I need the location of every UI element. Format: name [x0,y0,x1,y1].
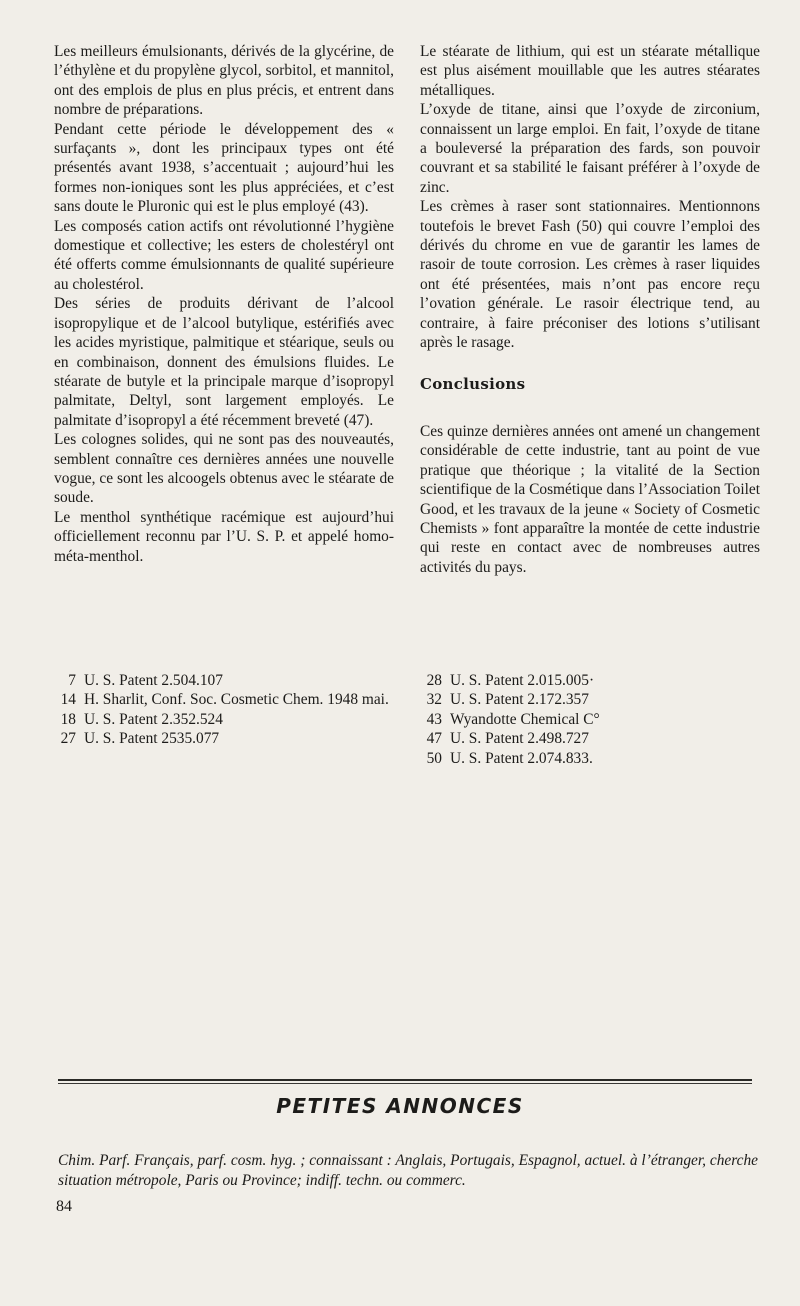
reference-item [54,671,394,690]
annonce-text: Chim. Parf. Français, parf. cosm. hyg. ; connaissant : Anglais, Portugais, Espagnol, actuel. à l’étranger, cherche situation métropole, Paris ou Province; indiff. techn. ou commerc. [58,1152,758,1189]
reference-item [420,690,760,709]
paragraph: Des séries de produits dérivant de l’alcool isopropylique et de l’alcool butylique, estérifiés avec les acides myristique, palmitique et stéarique, seuls ou en combinaison, donnent des émulsions fluides. Le stéarate de butyle et la principale marque d’isopropyl palmitate, Deltyl, sont largement employés. Le palmitate d’isopropyl a été récemment breveté (47). [54,295,394,429]
reference-text: H. Sharlit, Conf. Soc. Cosmetic Chem. 1948 mai. [84,691,389,709]
reference-text: U. S. Patent 2.074.833. [450,749,593,767]
reference-number: 28 [426,672,442,689]
paragraph: Pendant cette période le développement des « surfaçants », dont les principaux types ont été présentés avant 1938, s’accentuait ; aujourd’hui les formes non-ioniques sont les plus appréciées, et c’est sans doute le Pluronic qui est le plus employé (43). [54,120,394,216]
reference-item [420,671,760,690]
right-column [420,42,760,577]
reference-text: U. S. Patent 2.172.357 [450,691,589,709]
paragraph: Les crèmes à raser sont stationnaires. Mentionnons toutefois le brevet Fash (50) qui couvre l’emploi des dérivés du chrome en vue de garantir les lames de rasoir de toute corrosion. Les crèmes à raser liquides ont été présentées, mais n’ont pas encore reçu l’ovation générale. Le rasoir électrique tend, au contraire, à faire préconiser des lotions s’utilisant après le rasage. [420,198,760,352]
divider-rule [58,1079,752,1081]
paragraph: Les composés cation actifs ont révolutionné l’hygiène domestique et collective; les esters de cholestéryl ont été offerts comme émulsionnants de qualité supérieure au cholestérol. [54,217,394,293]
reference-number: 14 [60,691,76,709]
divider-rule [58,1083,752,1084]
reference-text: U. S. Patent 2.015.005· [450,672,595,689]
reference-text: U. S. Patent 2.504.107 [84,672,223,689]
paragraph: L’oxyde de titane, ainsi que l’oxyde de zirconium, connaissent un large emploi. En fait, l’oxyde de titane a bouleversé la préparation des fards, son pouvoir couvrant et sa stabilité le faisant préférer à l’oxyde de zinc. [420,101,760,196]
paragraph: Les colognes solides, qui ne sont pas des nouveautés, semblent connaître ces dernières années une nouvelle vogue, ce sont les alcoogels obtenus avec le stéarate de soude. [54,431,394,507]
reference-item [420,749,760,768]
reference-number: 18 [60,710,76,728]
reference-item [420,710,760,729]
reference-number: 43 [426,710,442,728]
reference-item [420,729,760,748]
reference-item [54,710,394,729]
reference-item [54,729,394,748]
reference-number: 32 [426,691,442,709]
conclusion-paragraph: Ces quinze dernières années ont amené un changement considérable de cette industrie, tant au point de vue pratique que théorique ; la vitalité de la Section scientifique de la Cosmétique dans l’Association Toilet Good, et les travaux de la jeune « Society of Cosmetic Chemists » font apparaître la montée de cette industrie qui reste en contact avec de nombreuses autres activités du pays. [420,422,760,576]
paragraph: Le menthol synthétique racémique est aujourd’hui officiellement reconnu par l’U. S. P. et appelé homo-méta-menthol. [54,508,394,565]
reference-number: 50 [426,749,442,767]
paragraph: Les meilleurs émulsionants, dérivés de la glycérine, de l’éthylène et du propylène glycol, sorbitol, et mannitol, ont des emplois de plus en plus précis, et entrent dans nombre de préparations. [54,43,394,119]
reference-number: 7 [68,672,76,689]
paragraph: Le stéarate de lithium, qui est un stéarate métallique est plus aisément mouillable que les autres stéarates métalliques. [420,43,760,99]
reference-number: 47 [426,730,442,748]
reference-text: U. S. Patent 2535.077 [84,730,220,748]
reference-text: U. S. Patent 2.352.524 [84,710,223,728]
section-heading-conclusions: Conclusions [420,374,526,393]
reference-text: Wyandotte Chemical C° [450,710,600,728]
references-right [420,671,760,768]
reference-number: 27 [60,730,76,748]
references-left [54,671,394,749]
left-column [54,42,394,566]
reference-text: U. S. Patent 2.498.727 [450,730,589,748]
page-number: 84 [56,1198,72,1215]
annonces-title: PETITES ANNONCES [276,1094,524,1118]
reference-item [54,690,394,709]
